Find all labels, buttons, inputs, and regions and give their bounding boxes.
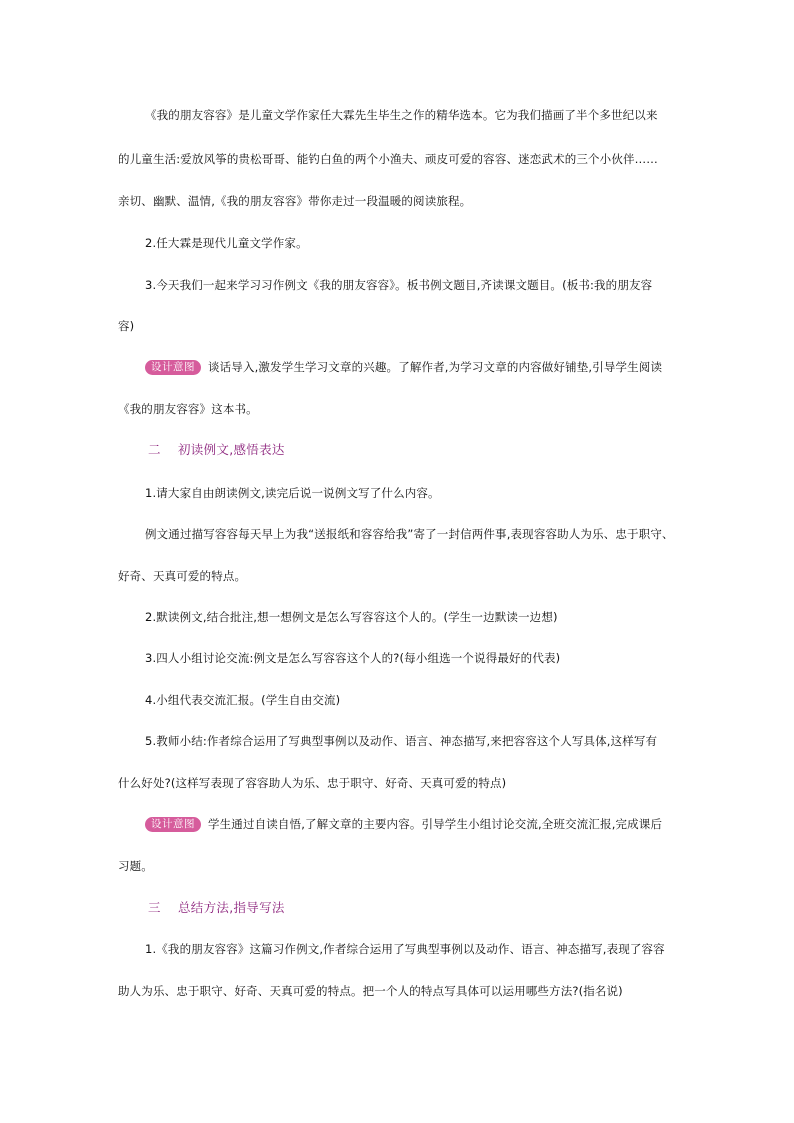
design-note-1-line-1	[145, 359, 662, 375]
intro-paragraph-line-3: 亲切、幽默、温情,《我的朋友容容》带你走过一段温暖的阅读旅程。	[118, 194, 472, 208]
step-2-3: 3.四人小组讨论交流:例文是怎么写容容这个人的?(每小组选一个说得最好的代表)	[145, 651, 561, 665]
answer-line-1: 例文通过描写容容每天早上为我“送报纸和容容给我”寄了一封信两件事,表现容容助人为乐、忠于职守、	[145, 527, 674, 541]
section-number-2: 二	[148, 442, 161, 457]
design-intent-badge: 设计意图	[145, 817, 201, 832]
lesson-intro-line-2: 容)	[118, 319, 135, 333]
design-note-2-line-2: 习题。	[118, 859, 153, 873]
design-note-2-line-1	[145, 816, 662, 832]
intro-paragraph-line-2: 的儿童生活:爱放风筝的贵松哥哥、能钓白鱼的两个小渔夫、顽皮可爱的容容、迷恋武术的三个小伙伴……	[118, 152, 658, 166]
step-3-1-line-2: 助人为乐、忠于职守、好奇、天真可爱的特点。把一个人的特点写具体可以运用哪些方法?(指名说)	[118, 984, 623, 998]
step-2-5-line-1: 5.教师小结:作者综合运用了写典型事例以及动作、语言、神态描写,来把容容这个人写具体,这样写有	[145, 734, 658, 748]
design-note-1-text: 谈话导入,激发学生学习文章的兴趣。了解作者,为学习文章的内容做好铺垫,引导学生阅读	[208, 360, 663, 374]
design-intent-badge: 设计意图	[145, 360, 201, 375]
step-3-1-line-1: 1.《我的朋友容容》这篇习作例文,作者综合运用了写典型事例以及动作、语言、神态描写,表现了容容	[145, 942, 665, 956]
step-2-5-line-2: 什么好处?(这样写表现了容容助人为乐、忠于职守、好奇、天真可爱的特点)	[118, 776, 507, 790]
section-heading-3	[148, 900, 285, 916]
section-title-2: 初读例文,感悟表达	[178, 442, 285, 457]
section-heading-2	[148, 442, 285, 458]
design-note-1-line-2: 《我的朋友容容》这本书。	[118, 402, 258, 416]
section-number-3: 三	[148, 900, 161, 915]
answer-line-2: 好奇、天真可爱的特点。	[118, 569, 247, 583]
author-paragraph: 2.任大霖是现代儿童文学作家。	[145, 236, 308, 250]
section-title-3: 总结方法,指导写法	[178, 900, 285, 915]
step-2-2: 2.默读例文,结合批注,想一想例文是怎么写容容这个人的。(学生一边默读一边想)	[145, 610, 558, 624]
lesson-intro-line-1: 3.今天我们一起来学习习作例文《我的朋友容容》。板书例文题目,齐读课文题目。(板书:我的朋友容	[145, 278, 653, 292]
step-2-4: 4.小组代表交流汇报。(学生自由交流)	[145, 693, 341, 707]
design-note-2-text: 学生通过自读自悟,了解文章的主要内容。引导学生小组讨论交流,全班交流汇报,完成课后	[208, 817, 663, 831]
step-2-1: 1.请大家自由朗读例文,读完后说一说例文写了什么内容。	[145, 486, 440, 500]
intro-paragraph-line-1: 《我的朋友容容》是儿童文学作家任大霖先生毕生之作的精华选本。它为我们描画了半个多世纪以来	[145, 108, 658, 122]
